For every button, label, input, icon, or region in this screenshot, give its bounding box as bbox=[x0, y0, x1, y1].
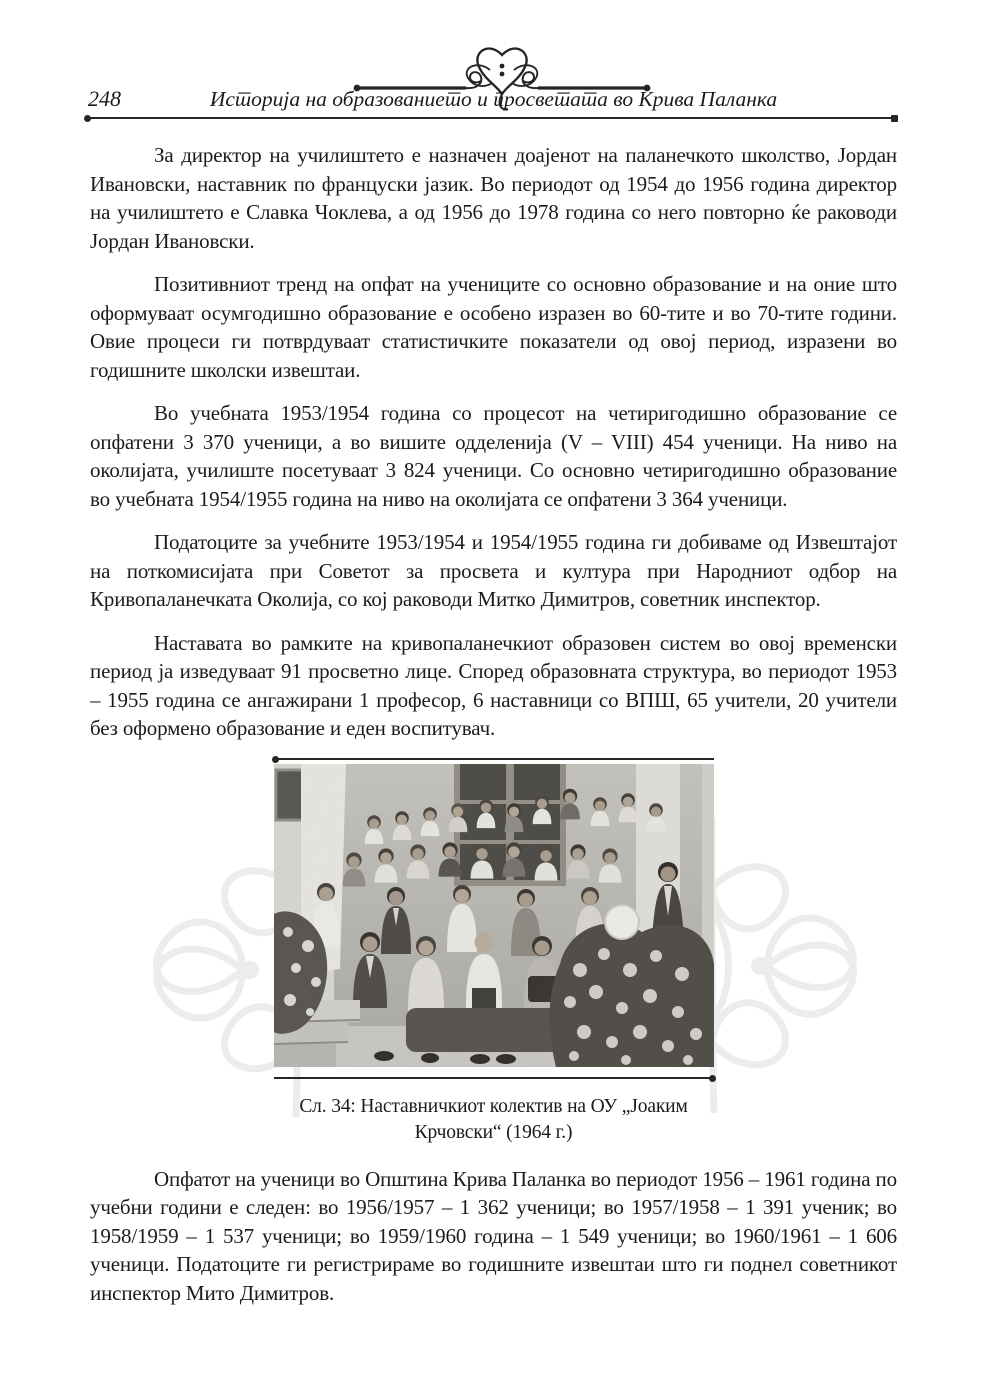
paragraph: Во учебната 1953/1954 година со процесот на четиригодишно образование се опфатени 3 370 ученици, а во вишите одделенија (V – VIII) 454 ученици. На ниво на околијата, училиште посетуваат 3 824 ученици. Со основно четиригодишно образование во учебната 1954/1955 година на ниво на околијата се опфатени 3 364 ученици. bbox=[90, 401, 897, 511]
rule-end-dot-right bbox=[891, 115, 898, 122]
rule-end-dot-left bbox=[84, 115, 91, 122]
paragraph: Наставата во рамките на кривопаланечкиот образовен систем во овој временски период ја изведуваат 91 просветно лице. Според образовната структура, во периодот 1953 – 1955 година се ангажирани 1 професор, 6 наставници со ВПШ, 65 учители, 20 учители без оформено образование и еден воспитувач. bbox=[90, 630, 897, 740]
paragraph: Опфатот на ученици во Општина Крива Паланка во периодот 1956 – 1961 година по учебни години е следен: во 1956/1957 – 1 362 ученици; во 1957/1958 – 1 391 ученик; во 1958/1959 – 1 537 ученици; во 1959/1960 година – 1 549 ученици; во 1960/1961 – 1 606 ученици. Податоците ги регистрираме во годишните извештаи што ги поднел советникот инспектор Мито Димитров. bbox=[90, 1166, 897, 1305]
group-photo-image bbox=[274, 764, 714, 1067]
paragraph: За директор на училиштето е назначен доајенот на паланечкото школство, Јордан Ивановски, наставник по француски јазик. Во периодот од 1954 до 1956 година директор на училиштето е Славка Чоклева, а од 1956 до 1978 година со него повторно ќе раководи Јордан Ивановски. bbox=[90, 143, 897, 253]
page-body-text bbox=[90, 141, 897, 1307]
rule-end-dot-left bbox=[272, 756, 279, 763]
figure-top-rule bbox=[274, 758, 714, 760]
paragraph: Податоците за учебните 1953/1954 и 1954/1955 година ги добиваме од Извештајот на поткомисијата при Советот за просвета и култура при Народниот одбор на Кривопаланечката Околија, со кој раководи Митко Димитров, советник инспектор. bbox=[90, 530, 897, 611]
figure-bottom-rule bbox=[274, 1077, 714, 1079]
page-number: 248 bbox=[88, 86, 121, 111]
figure-block bbox=[274, 758, 714, 1146]
paragraph: Позитивниот тренд на опфат на учениците со основно образование и на оние што оформуваат осумгодишно образование е особено изразен во 60-тите и во 70-тите години. Овие процеси ги потврдуваат статистичките показатели од овој период, изразени во годишните школски извештаи. bbox=[90, 272, 897, 382]
header-rule bbox=[85, 117, 897, 119]
running-header-title: Историја на образованието и просветата во Крива Паланка bbox=[209, 87, 778, 111]
figure-caption: Сл. 34: Наставничкиот колектив на ОУ „Јоаким Крчовски“ (1964 г.) bbox=[299, 1095, 688, 1143]
rule-end-dot-right bbox=[709, 1075, 716, 1082]
